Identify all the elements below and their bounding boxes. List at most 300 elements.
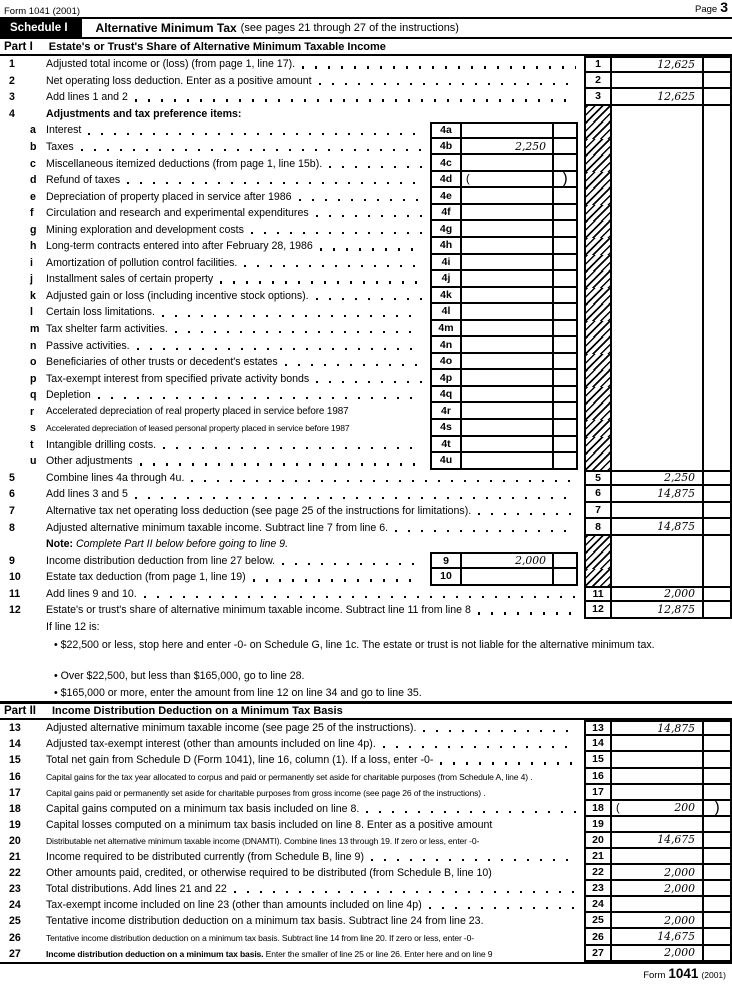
row-left xyxy=(0,801,584,817)
page-indicator xyxy=(695,0,728,17)
row-25 xyxy=(0,913,732,929)
cents-cell xyxy=(704,602,732,619)
cents-cell-open xyxy=(704,205,732,222)
row-label: Adjusted tax-exempt interest (other than amounts included on line 4p). xyxy=(46,738,376,751)
amount-value: 14,875 xyxy=(657,721,695,735)
row-left xyxy=(0,89,584,106)
dot-leader xyxy=(329,166,422,168)
hatched-cell xyxy=(584,420,612,437)
cents-cell-open xyxy=(704,255,732,272)
line-number-cell: 6 xyxy=(584,486,612,503)
row-label: Capital gains paid or permanently set aside for charitable purposes from gross income (see page 26 of the instructions) . xyxy=(46,787,486,798)
row-label: Interest xyxy=(46,124,82,137)
cents-cell-open xyxy=(704,437,732,454)
row-4j xyxy=(0,271,732,288)
inner-amount-cell xyxy=(462,238,554,255)
line-number: a xyxy=(30,124,36,137)
cents-cell xyxy=(704,913,732,929)
row-4b xyxy=(0,139,732,156)
cents-cell-open xyxy=(704,453,732,470)
inner-cents-cell xyxy=(554,304,578,321)
line-number-cell: 19 xyxy=(584,817,612,833)
row-left xyxy=(0,668,732,685)
line-number: j xyxy=(30,273,33,286)
row-left xyxy=(0,720,584,736)
amount-cell xyxy=(612,881,704,897)
inner-line-number-cell: 9 xyxy=(430,552,462,569)
row-left xyxy=(0,238,584,255)
line-number: e xyxy=(30,190,36,203)
line-number-cell: 17 xyxy=(584,785,612,801)
hatched-cell xyxy=(584,188,612,205)
line-number-cell: 27 xyxy=(584,946,612,962)
inner-line-number-cell: 4r xyxy=(430,403,462,420)
inner-line-number-cell: 4a xyxy=(430,122,462,139)
amount-cell-open xyxy=(612,288,704,305)
amount-value: 12,625 xyxy=(657,89,695,103)
row-4p xyxy=(0,370,732,387)
row-label: Beneficiaries of other trusts or decedent's estates xyxy=(46,356,278,369)
row-4r xyxy=(0,403,732,420)
dot-leader xyxy=(220,281,422,283)
line-number: 3 xyxy=(9,91,15,104)
amount-value: 2,000 xyxy=(664,913,695,927)
row-label: Depreciation of property placed in service after 1986 xyxy=(46,190,292,203)
line-number: 12 xyxy=(9,604,21,617)
inner-cents-cell xyxy=(554,420,578,437)
hatched-cell xyxy=(584,238,612,255)
cents-cell-open xyxy=(704,370,732,387)
amount-cell-open xyxy=(612,403,704,420)
line-number: 23 xyxy=(9,883,21,896)
dot-leader xyxy=(285,364,422,366)
amount-value: 2,000 xyxy=(664,881,695,895)
line-number: 4 xyxy=(9,107,15,120)
amount-value: 2,250 xyxy=(664,471,695,485)
amount-cell-open xyxy=(612,437,704,454)
inner-amount-cell xyxy=(462,188,554,205)
cents-cell xyxy=(704,881,732,897)
cents-cell-open xyxy=(704,403,732,420)
inner-cents-cell xyxy=(554,354,578,371)
dot-leader xyxy=(253,579,422,581)
row-label: Income distribution deduction from line 27 below. xyxy=(46,554,276,567)
cents-cell xyxy=(704,56,732,73)
row-label: Adjusted gain or loss (including incentive stock options). xyxy=(46,289,309,302)
amount-cell-open xyxy=(612,106,704,123)
amount-value: 14,675 xyxy=(657,930,695,943)
line-number: 9 xyxy=(9,554,15,567)
row-label: Capital losses computed on a minimum tax basis included on line 8. Enter as a positive amount xyxy=(46,818,493,831)
row-left xyxy=(0,420,584,437)
hatched-cell xyxy=(584,370,612,387)
row-left xyxy=(0,337,584,354)
line-number-cell: 8 xyxy=(584,519,612,536)
inner-amount-cell xyxy=(462,337,554,354)
page-footer xyxy=(0,964,732,981)
amount-cell xyxy=(612,73,704,90)
amount-cell xyxy=(612,736,704,752)
row-left xyxy=(0,56,584,73)
row-left xyxy=(0,470,584,487)
line-number: p xyxy=(30,372,37,385)
cents-cell-open xyxy=(704,420,732,437)
row-20 xyxy=(0,833,732,849)
line-number: 17 xyxy=(9,786,21,799)
row-4f xyxy=(0,205,732,222)
line-number: 15 xyxy=(9,754,21,767)
amount-cell xyxy=(612,720,704,736)
amount-cell xyxy=(612,801,704,817)
amount-value: 2,000 xyxy=(664,587,695,601)
row-label: Taxes xyxy=(46,141,74,153)
hatched-cell xyxy=(584,304,612,321)
inner-line-number-cell: 4d xyxy=(430,172,462,189)
inner-cents-cell xyxy=(554,370,578,387)
row-left xyxy=(0,752,584,768)
inner-amount-cell xyxy=(462,403,554,420)
line-number-cell: 7 xyxy=(584,503,612,520)
line-number-cell: 16 xyxy=(584,769,612,785)
inner-cents-cell xyxy=(554,255,578,272)
dot-leader xyxy=(144,596,576,598)
cents-cell-open xyxy=(704,238,732,255)
row-label: Tentative income distribution deduction on a minimum tax basis. Subtract line 14 from line 20. If zero or less, enter -0- xyxy=(46,932,474,943)
row-left xyxy=(0,437,584,454)
row-5 xyxy=(0,470,732,487)
cents-cell xyxy=(704,817,732,833)
dot-leader xyxy=(244,265,422,267)
hatched-cell xyxy=(584,155,612,172)
amount-cell-open xyxy=(612,271,704,288)
inner-cents-cell xyxy=(554,321,578,338)
dot-leader xyxy=(282,563,422,565)
row-label: Estate's or trust's share of alternative minimum taxable income. Subtract line 11 from line 8 xyxy=(46,604,471,617)
dot-leader xyxy=(429,907,576,909)
amount-cell-open xyxy=(612,155,704,172)
inner-cents-cell xyxy=(554,221,578,238)
amount-cell xyxy=(612,913,704,929)
hatched-cell xyxy=(584,122,612,139)
row-left xyxy=(0,221,584,238)
line-number: 11 xyxy=(9,587,21,600)
amount-cell xyxy=(612,486,704,503)
line-number: m xyxy=(30,323,40,336)
row-1 xyxy=(0,56,732,73)
dot-leader xyxy=(440,762,576,764)
row-left xyxy=(0,569,584,586)
cents-cell xyxy=(704,519,732,536)
inner-amount-cell xyxy=(462,354,554,371)
row-23 xyxy=(0,881,732,897)
amount-cell xyxy=(612,833,704,849)
row-left xyxy=(0,897,584,913)
dot-leader xyxy=(135,99,576,101)
row-label: Amortization of pollution control facilities. xyxy=(46,256,238,269)
inner-amount-cell xyxy=(462,271,554,288)
page-word: Page xyxy=(695,4,718,15)
hatched-cell xyxy=(584,337,612,354)
row-left xyxy=(0,536,584,553)
cents-cell-open xyxy=(704,221,732,238)
row-26 xyxy=(0,929,732,945)
row-label: Net operating loss deduction. Enter as a positive amount xyxy=(46,74,312,87)
row-label: Total distributions. Add lines 21 and 22 xyxy=(46,883,227,896)
cents-cell xyxy=(704,833,732,849)
line-number: t xyxy=(30,438,34,451)
inner-line-number-cell: 4g xyxy=(430,221,462,238)
line-number: 18 xyxy=(9,802,21,815)
part1-title: Estate's or Trust's Share of Alternative Minimum Taxable Income xyxy=(48,40,386,53)
amount-cell-open xyxy=(612,354,704,371)
dot-leader xyxy=(478,513,576,515)
row-label: Adjusted alternative minimum taxable income (see page 25 of the instructions). xyxy=(46,722,417,735)
hatched-cell xyxy=(584,437,612,454)
row-left xyxy=(0,769,584,785)
row-left xyxy=(0,271,584,288)
row-left xyxy=(0,354,584,371)
row-label: Installment sales of certain property xyxy=(46,273,214,286)
row-label: Intangible drilling costs. xyxy=(46,438,157,451)
row-if12 xyxy=(0,619,732,636)
amount-cell xyxy=(612,586,704,603)
cents-cell xyxy=(704,470,732,487)
row-label: • Over $22,500, but less than $165,000, go to line 28. xyxy=(54,670,305,683)
row-left xyxy=(0,833,584,849)
row-4n xyxy=(0,337,732,354)
line-number: 1 xyxy=(9,58,15,71)
dot-leader xyxy=(163,447,422,449)
line-number: u xyxy=(30,455,37,468)
amount-value: 200 xyxy=(674,801,695,815)
row-left xyxy=(0,913,584,929)
cents-cell-open xyxy=(704,387,732,404)
row-label: Total net gain from Schedule D (Form 1041), line 16, column (1). If a loss, enter -0- xyxy=(46,754,434,767)
amount-cell xyxy=(612,785,704,801)
row-2 xyxy=(0,73,732,90)
line-number-cell: 11 xyxy=(584,586,612,603)
row-4d xyxy=(0,172,732,189)
inner-cents-cell xyxy=(554,403,578,420)
amount-cell xyxy=(612,849,704,865)
row-left xyxy=(0,736,584,752)
dot-leader xyxy=(302,66,576,68)
inner-cents-cell xyxy=(554,238,578,255)
inner-cents-cell xyxy=(554,205,578,222)
dot-leader xyxy=(320,248,422,250)
row-label: • $165,000 or more, enter the amount from line 12 on line 34 and go to line 35. xyxy=(54,686,422,699)
row-4 xyxy=(0,106,732,123)
row-left xyxy=(0,155,584,172)
row-16 xyxy=(0,769,732,785)
cents-cell xyxy=(704,769,732,785)
line-number: d xyxy=(30,174,37,187)
row-3 xyxy=(0,89,732,106)
row-left xyxy=(0,849,584,865)
inner-line-number-cell: 4m xyxy=(430,321,462,338)
line-number: l xyxy=(30,306,33,319)
row-4e xyxy=(0,188,732,205)
dot-leader xyxy=(127,182,422,184)
cents-cell xyxy=(704,503,732,520)
row-4o xyxy=(0,354,732,371)
row-label: Distributable net alternative minimum taxable income (DNAMTI). Combine lines 13 through 19. If zero or less, enter -0- xyxy=(46,835,480,846)
row-label: Capital gains for the tax year allocated to corpus and paid or permanently set aside for charitable purposes (from Schedule A, line 4) . xyxy=(46,771,533,782)
hatched-cell xyxy=(584,172,612,189)
inner-amount-cell xyxy=(462,172,554,189)
row-label: Add lines 3 and 5 xyxy=(46,488,128,501)
row-6 xyxy=(0,486,732,503)
inner-line-number-cell: 4f xyxy=(430,205,462,222)
hatched-cell xyxy=(584,453,612,470)
amount-cell-open xyxy=(612,139,704,156)
amount-cell-open xyxy=(612,453,704,470)
amount-cell-open xyxy=(612,321,704,338)
inner-line-number-cell: 4i xyxy=(430,255,462,272)
row-left xyxy=(0,586,584,603)
cents-cell xyxy=(704,486,732,503)
inner-amount-cell xyxy=(462,155,554,172)
footer-form-year: (2001) xyxy=(701,969,726,980)
hatched-cell xyxy=(584,387,612,404)
hatched-cell xyxy=(584,205,612,222)
row-17 xyxy=(0,785,732,801)
amount-cell-open xyxy=(612,387,704,404)
cents-cell xyxy=(704,73,732,90)
inner-line-number-cell: 4p xyxy=(430,370,462,387)
inner-amount-cell xyxy=(462,387,554,404)
dot-leader xyxy=(135,497,576,499)
amount-cell xyxy=(612,946,704,962)
amount-cell-open xyxy=(612,304,704,321)
row-4t xyxy=(0,437,732,454)
row-label: Passive activities. xyxy=(46,339,130,352)
row-27 xyxy=(0,946,732,962)
amount-value: 2,000 xyxy=(664,946,695,960)
inner-line-number-cell: 4k xyxy=(430,288,462,305)
row-left xyxy=(0,946,584,962)
row-label: Tentative income distribution deduction on a minimum tax basis. Subtract line 24 from line 23. xyxy=(46,915,484,928)
row-label: Other amounts paid, credited, or otherwise required to be distributed (from Schedule B, line 10) xyxy=(46,867,492,880)
dot-leader xyxy=(81,149,422,151)
row-label: Circulation and research and experimental expenditures xyxy=(46,207,309,220)
cents-cell-open xyxy=(704,288,732,305)
cents-cell-open xyxy=(704,271,732,288)
cents-cell-open xyxy=(704,139,732,156)
inner-cents-cell xyxy=(554,387,578,404)
inner-line-number-cell: 4l xyxy=(430,304,462,321)
amount-cell-open xyxy=(612,337,704,354)
dot-leader xyxy=(299,199,422,201)
line-number: q xyxy=(30,389,37,402)
line-number: b xyxy=(30,141,37,153)
line-number: 13 xyxy=(9,722,21,735)
cents-cell xyxy=(704,849,732,865)
row-left xyxy=(0,321,584,338)
inner-cents-cell xyxy=(554,437,578,454)
inner-amount-cell xyxy=(462,420,554,437)
amount-cell-open xyxy=(612,370,704,387)
row-left xyxy=(0,288,584,305)
line-number-cell: 5 xyxy=(584,470,612,487)
row-4s xyxy=(0,420,732,437)
dot-leader xyxy=(98,397,422,399)
line-number-cell: 24 xyxy=(584,897,612,913)
inner-cents-cell: ) xyxy=(554,172,578,189)
row-left xyxy=(0,685,732,702)
row-left xyxy=(0,106,584,123)
inner-amount-cell xyxy=(462,122,554,139)
line-number-cell: 1 xyxy=(584,56,612,73)
dot-leader xyxy=(383,746,576,748)
inner-line-number-cell: 4h xyxy=(430,238,462,255)
footer-form-word: Form xyxy=(643,969,666,981)
amount-cell-open xyxy=(612,122,704,139)
part1-label: Part I xyxy=(4,40,33,53)
inner-amount-cell xyxy=(462,221,554,238)
dot-leader xyxy=(175,331,422,333)
line-number: c xyxy=(30,157,36,170)
cents-cell xyxy=(704,720,732,736)
line-number: n xyxy=(30,339,37,352)
inner-cents-cell xyxy=(554,552,578,569)
row-label: Long-term contracts entered into after February 28, 1986 xyxy=(46,240,313,253)
amount-cell xyxy=(612,470,704,487)
amount-cell-open xyxy=(612,205,704,222)
inner-line-number-cell: 4o xyxy=(430,354,462,371)
row-left xyxy=(0,255,584,272)
row-label: Tax shelter farm activities. xyxy=(46,323,168,336)
part2-header xyxy=(0,701,732,720)
cents-cell-open xyxy=(704,552,732,569)
row-9 xyxy=(0,552,732,569)
row-21 xyxy=(0,849,732,865)
cents-cell-open xyxy=(704,321,732,338)
amount-cell xyxy=(612,602,704,619)
row-4i xyxy=(0,255,732,272)
dot-leader xyxy=(316,298,422,300)
row-4u xyxy=(0,453,732,470)
row-label: Tax-exempt interest from specified private activity bonds xyxy=(46,372,310,385)
line-number: 25 xyxy=(9,915,21,928)
amount-cell xyxy=(612,56,704,73)
part2-title: Income Distribution Deduction on a Minimum Tax Basis xyxy=(51,705,343,718)
inner-cents-cell xyxy=(554,271,578,288)
line-number-cell: 3 xyxy=(584,89,612,106)
dot-leader xyxy=(88,133,422,135)
row-bullet-1 xyxy=(0,635,732,668)
cents-cell: ) xyxy=(704,801,732,817)
row-4q xyxy=(0,387,732,404)
inner-line-number-cell: 4t xyxy=(430,437,462,454)
row-left xyxy=(0,387,584,404)
row-label: Miscellaneous itemized deductions (from page 1, line 15b). xyxy=(46,157,323,170)
row-left xyxy=(0,403,584,420)
inner-amount-cell xyxy=(462,288,554,305)
inner-amount-cell xyxy=(462,139,554,156)
cents-cell xyxy=(704,946,732,962)
cents-cell xyxy=(704,736,732,752)
inner-amount-cell xyxy=(462,321,554,338)
row-4c xyxy=(0,155,732,172)
row-label: Other adjustments xyxy=(46,455,133,468)
amount-cell-open xyxy=(612,552,704,569)
line-number: 16 xyxy=(9,770,21,783)
inner-line-number-cell: 4j xyxy=(430,271,462,288)
line-number-cell: 2 xyxy=(584,73,612,90)
row-label: If line 12 is: xyxy=(46,620,100,633)
dot-leader xyxy=(137,348,422,350)
